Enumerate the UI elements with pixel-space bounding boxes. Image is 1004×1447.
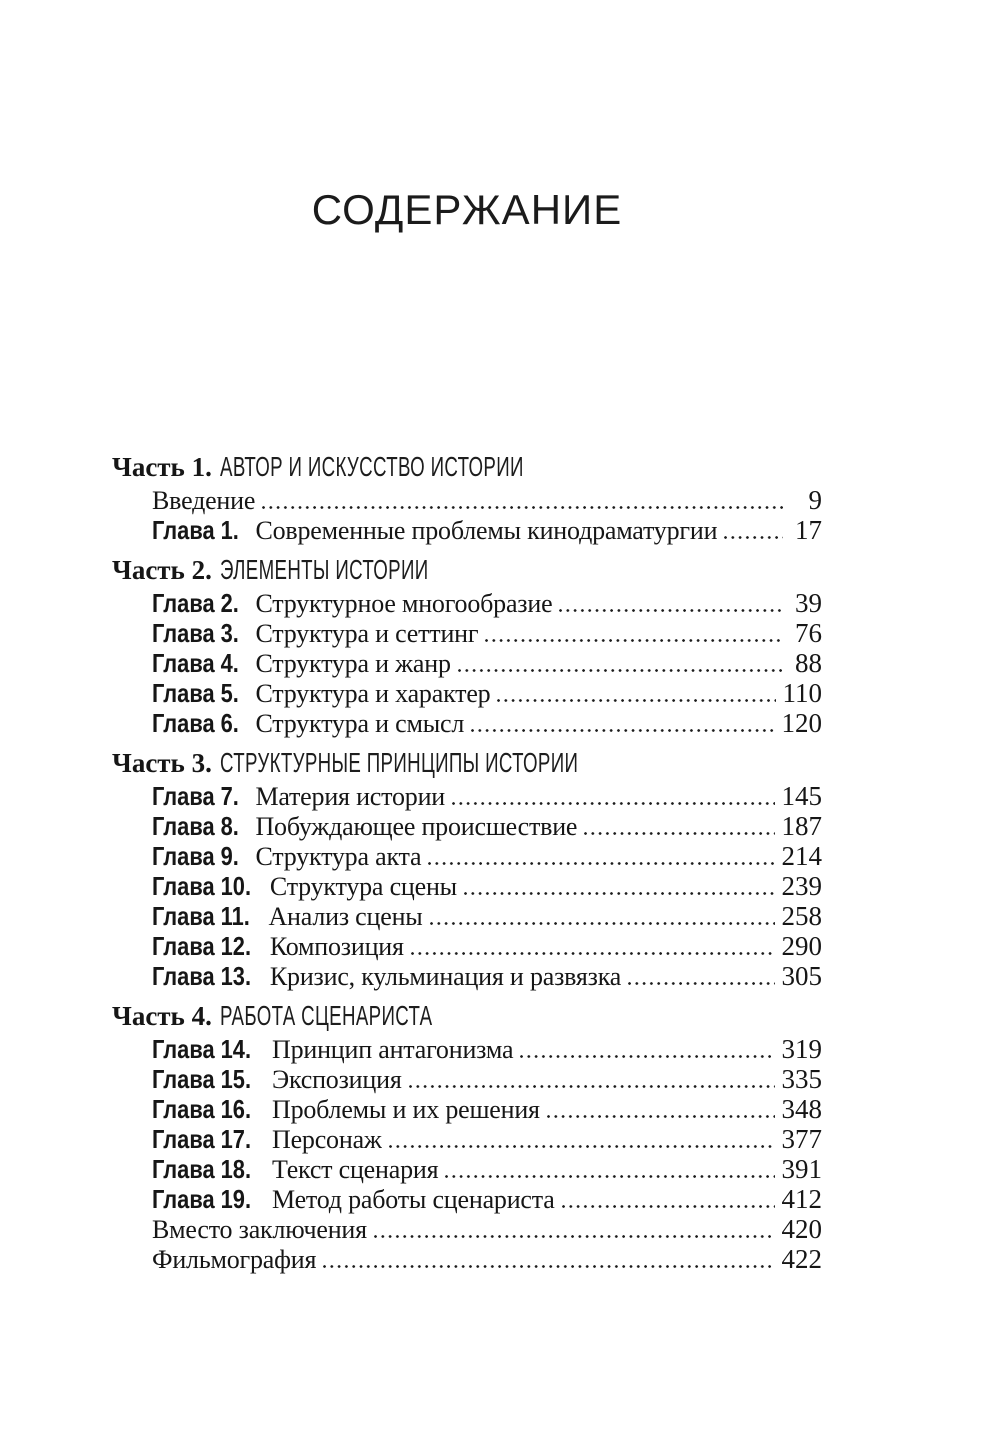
chapter-number-label (152, 648, 255, 678)
entry-title: Структура и сеттинг (255, 619, 479, 648)
toc-entry (112, 1124, 822, 1154)
chapter-number-text: Глава 16. (152, 1094, 252, 1124)
chapter-number-label (152, 901, 268, 931)
toc-entry (112, 1244, 822, 1274)
chapter-number-label (152, 931, 270, 961)
entry-title: Введение (152, 486, 256, 515)
entry-title: Структурное многообразие (255, 589, 553, 618)
entry-page-number: 377 (781, 1124, 822, 1154)
entry-page-number: 422 (781, 1244, 822, 1274)
entry-title: Структура акта (255, 842, 422, 871)
chapter-number-text: Глава 1. (152, 515, 239, 545)
dot-leader (411, 952, 775, 955)
chapter-number-text: Глава 7. (152, 781, 239, 811)
dot-leader (562, 1205, 775, 1208)
chapter-number-text: Глава 17. (152, 1124, 252, 1154)
toc-entry (112, 811, 822, 841)
entry-page-number: 290 (781, 931, 822, 961)
entry-page-number: 76 (795, 618, 822, 648)
page-title: СОДЕРЖАНИЕ (311, 186, 623, 233)
entry-title: Композиция (269, 932, 404, 961)
entry-title: Кризис, кульминация и развязка (269, 962, 622, 991)
chapter-number-text: Глава 14. (152, 1034, 252, 1064)
chapter-number-text: Глава 3. (152, 618, 239, 648)
dot-leader (520, 1055, 774, 1058)
entry-title: Побуждающее происшествие (255, 812, 578, 841)
chapter-number-label (152, 871, 270, 901)
entry-page-number: 120 (781, 708, 822, 738)
entry-page-number: 88 (795, 648, 822, 678)
entry-title: Структура и характер (255, 679, 491, 708)
dot-leader (584, 832, 774, 835)
dot-leader (464, 892, 775, 895)
chapter-number-label (152, 781, 255, 811)
entry-title: Проблемы и их решения (272, 1095, 540, 1124)
dot-leader (428, 862, 774, 865)
entry-page-number: 187 (781, 811, 822, 841)
entry-title: Структура сцены (269, 872, 457, 901)
dot-leader (389, 1145, 775, 1148)
dot-leader (497, 699, 775, 702)
dot-leader (430, 922, 775, 925)
table-of-contents (112, 452, 822, 1274)
chapter-number-text: Глава 5. (152, 678, 239, 708)
toc-entry (112, 931, 822, 961)
part-title: ЭЛЕМЕНТЫ ИСТОРИИ (220, 554, 429, 585)
entry-page-number: 412 (781, 1184, 822, 1214)
toc-part (112, 1001, 822, 1274)
chapter-number-label (152, 961, 270, 991)
toc-entry (112, 485, 822, 515)
dot-leader (458, 669, 783, 672)
dot-leader (547, 1115, 775, 1118)
entry-title: Экспозиция (272, 1065, 402, 1094)
toc-entry (112, 1214, 822, 1244)
toc-entry (112, 708, 822, 738)
entry-title: Фильмография (152, 1245, 317, 1274)
chapter-number-text: Глава 8. (152, 811, 239, 841)
toc-entry (112, 901, 822, 931)
dot-leader (445, 1175, 774, 1178)
dot-leader (724, 536, 783, 539)
toc-entry (112, 515, 822, 545)
toc-entry (112, 588, 822, 618)
entry-title: Текст сценария (272, 1155, 439, 1184)
toc-part (112, 452, 822, 545)
entry-page-number: 9 (808, 485, 822, 515)
chapter-number-text: Глава 10. (152, 871, 252, 901)
entry-title: Персонаж (272, 1125, 382, 1154)
chapter-number-text: Глава 12. (152, 931, 252, 961)
toc-entry (112, 678, 822, 708)
entry-page-number: 319 (781, 1034, 822, 1064)
part-title: РАБОТА СЦЕНАРИСТА (220, 1000, 433, 1031)
entry-page-number: 258 (781, 901, 822, 931)
dot-leader (374, 1235, 775, 1238)
chapter-number-label (152, 1094, 272, 1124)
part-row (112, 748, 822, 778)
part-row (112, 1001, 822, 1031)
chapter-number-label (152, 841, 255, 871)
toc-entry (112, 781, 822, 811)
entry-title: Вместо заключения (152, 1215, 367, 1244)
part-number-label: Часть 1. (112, 452, 212, 482)
entry-title: Структура и жанр (255, 649, 451, 678)
entry-page-number: 214 (781, 841, 822, 871)
toc-part (112, 555, 822, 738)
part-row (112, 452, 822, 482)
part-title: СТРУКТУРНЫЕ ПРИНЦИПЫ ИСТОРИИ (220, 747, 579, 778)
entry-page-number: 145 (781, 781, 822, 811)
toc-entry (112, 1154, 822, 1184)
chapter-number-label (152, 1154, 272, 1184)
entry-title: Метод работы сценариста (272, 1185, 555, 1214)
dot-leader (559, 609, 783, 612)
dot-leader (628, 982, 774, 985)
entry-page-number: 305 (781, 961, 822, 991)
chapter-number-label (152, 618, 255, 648)
entry-page-number: 17 (795, 515, 822, 545)
toc-entry (112, 1034, 822, 1064)
chapter-number-label (152, 1184, 272, 1214)
dot-leader (262, 506, 783, 509)
entry-page-number: 110 (782, 678, 822, 708)
chapter-number-label (152, 708, 255, 738)
dot-leader (452, 802, 774, 805)
entry-page-number: 239 (781, 871, 822, 901)
entry-title: Принцип антагонизма (272, 1035, 514, 1064)
entry-title: Современные проблемы кинодраматургии (255, 516, 718, 545)
chapter-number-text: Глава 19. (152, 1184, 252, 1214)
dot-leader (485, 639, 783, 642)
part-title: АВТОР И ИСКУССТВО ИСТОРИИ (220, 451, 524, 482)
toc-entry (112, 1184, 822, 1214)
part-row (112, 555, 822, 585)
entry-title: Анализ сцены (268, 902, 423, 931)
toc-entry (112, 618, 822, 648)
entry-page-number: 420 (781, 1214, 822, 1244)
chapter-number-text: Глава 2. (152, 588, 239, 618)
chapter-number-label (152, 1124, 272, 1154)
toc-entry (112, 961, 822, 991)
entry-title: Материя истории (255, 782, 446, 811)
chapter-number-text: Глава 9. (152, 841, 239, 871)
toc-entry (112, 1094, 822, 1124)
chapter-number-text: Глава 18. (152, 1154, 252, 1184)
entry-page-number: 335 (781, 1064, 822, 1094)
entry-page-number: 391 (781, 1154, 822, 1184)
entry-title: Структура и смысл (255, 709, 465, 738)
toc-entry (112, 841, 822, 871)
chapter-number-label (152, 811, 255, 841)
part-number-label: Часть 2. (112, 555, 212, 585)
dot-leader (409, 1085, 775, 1088)
chapter-number-label (152, 588, 255, 618)
chapter-number-label (152, 1034, 272, 1064)
dot-leader (471, 729, 774, 732)
toc-part (112, 748, 822, 991)
part-number-label: Часть 3. (112, 748, 212, 778)
toc-entry (112, 871, 822, 901)
chapter-number-label (152, 678, 255, 708)
toc-entry (112, 1064, 822, 1094)
chapter-number-text: Глава 15. (152, 1064, 252, 1094)
chapter-number-label (152, 1064, 272, 1094)
chapter-number-text: Глава 4. (152, 648, 239, 678)
dot-leader (323, 1265, 774, 1268)
toc-entry (112, 648, 822, 678)
part-number-label: Часть 4. (112, 1001, 212, 1031)
chapter-number-label (152, 515, 255, 545)
entry-page-number: 39 (795, 588, 822, 618)
entry-page-number: 348 (781, 1094, 822, 1124)
chapter-number-text: Глава 6. (152, 708, 239, 738)
chapter-number-text: Глава 11. (152, 901, 250, 931)
chapter-number-text: Глава 13. (152, 961, 252, 991)
